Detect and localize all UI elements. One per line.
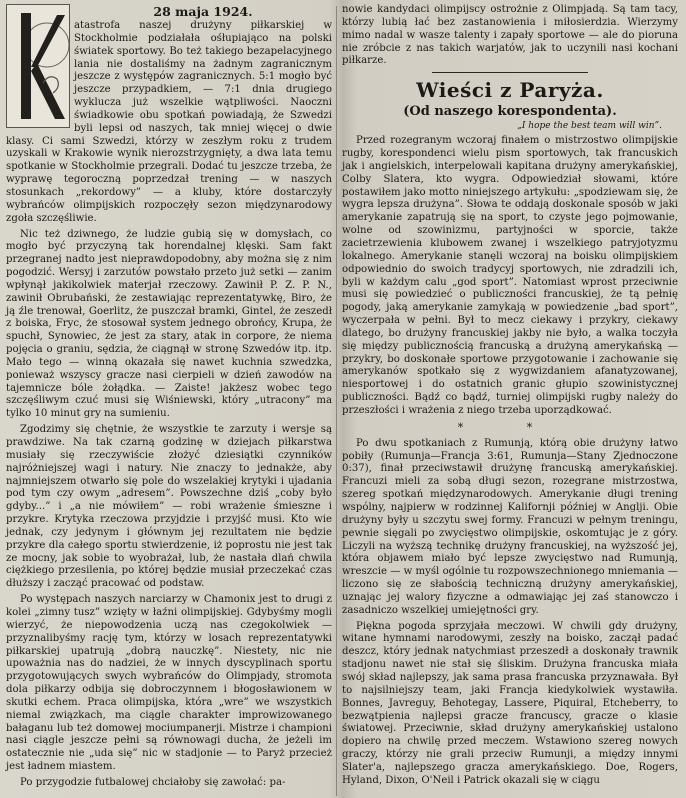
ornamental-k-icon [7, 5, 69, 127]
headline-rule [432, 72, 588, 73]
article-paragraph-3: Zgodzimy się chętnie, że wszystkie te zarzuty i wersje są prawdziwe. Na tak czarną godzinę w dziejach piłkarstwa musiały się rzeczywiście złożyć dziesiątki czynników najróżniejszej wagi i natury. Nie znaczy to jednakże, aby najmniejszem otwarło się pole do wszelakiej krytyki i ujadania pod tym czy owym „adresem”. Powszechne dziś „coby było gdyby...” i „a nie mówiłem” — robi wrażenie śmieszne i przykre. Krytyka rzeczowa przyjdzie i przyjść musi. Kto wie jednak, czy jedynym i głównym jej rezultatem nie będzie przykre dla całego sportu stwierdzenie, iż poprostu nie jest tak ze mocny, jak sobie to wyobrażał, lub, że nastała dlań chwila ciężkiego przesilenia, po której będzie musiał przeczekać czas dłuższy i zacząć pracować od podstaw. [6, 424, 332, 590]
article-paragraph-5: Po przygodzie futbalowej chciałoby się zawołać: pa- [20, 776, 286, 788]
article-motto: „I hope the best team will win”. [517, 121, 662, 132]
article-paragraph-4: Po występach naszych narciarzy w Chamonix jest to drugi z kolei „zimny tusz” wzięty w łaźni olimpijskiej. Gdybyśmy mogli wierzyć, że niepowodzenia uczą nas czegokolwiek — przyznalibyśmy rację tym, którzy w losach reprezentatywki piłkarskiej upatrują „dobrą nauczkę”. Niestety, nic nie upoważnia nas do nadziei, że w innych dyscyplinach sportu przygotowujących swych wybrańców do Olimpjady, stromota dola piłkarzy odbija się dobroczynnem i błogosławionem w skutki echem. Praca olimpijska, która „wre” we wszystkich niemal związkach, ma ciągle charakter improwizowanego bałaganu lub też domowej mociumpanerji. Mistrze i championi nasi ciągle jeszcze pełni są równowagi ducha, że jeżeli im ostatecznie nie „uda się” nic w stadjonie — to Paryż przecież jest ładnem miastem. [6, 594, 332, 773]
section-headline: Wieści z Paryża. [416, 78, 604, 103]
section-separator-stars: * * [457, 420, 563, 434]
continuation-paragraph: nowie kandydaci olimpijscy ostrożnie z Olimpjadą. Są tam tacy, którzy lubią łać bez zastanowienia i miłosierdzia. Wierzymy mimo nadal w wasze talenty i zapały sportowe — ale do pioruna nie zróbcie z nas takich warjatów, jak to uczynili nasi kochani piłkarze. [342, 4, 678, 67]
left-column [6, 4, 332, 793]
section-subheadline: (Od naszego korespondenta). [403, 104, 617, 120]
initial-letter-illustration [6, 4, 70, 128]
article-date: 28 maja 1924. [153, 4, 253, 19]
paris-paragraph-2: Po dwu spotkaniach z Rumunją, którą obie drużyny łatwo pobiły (Rumunja—Francja 3:61, Rumunja—Stany Zjednoczone 0:37), finał przeciwstawił drużynę francuską amerykańskiej. Francuzi mieli za sobą długi sezon, rozegrane mistrzostwa, szereg spotkań międzynarodowych. Amerykanie długi trening wspólny, najpierw w rodzinnej Kalifornji później w Anglji. Obie drużyny były u szczytu swej formy. Francuzi w pełnym treningu, pewnie sięgali po zwycięstwo olimpijskie, oskomtując je z góry. Liczyli na wyższą technikę drużyny francuskiej, na wyższość jej, która objawem miało być lepsze zwycięstwo nad Rumunją, wreszcie — w myśl ogólnie tu rozpowszechnionego mniemania — liczono się ze słabością techniczną drużyny amerykańskiej, uznając jej walory fizyczne a odmawiając jej zaś stanowczo i zasadniczo wszelkiej umiejętności gry. [342, 437, 678, 616]
paris-paragraph-3: Piękna pogoda sprzyjała meczowi. W chwili gdy drużyny, witane hymnami narodowymi, zeszły na boisko, zaczął padać deszcz, który jednak natychmiast przeszedł a doskonały trawnik stadjonu nawet nie stał się śliskim. Drużyna francuska miała swój skład najlepszy, jak sama prasa francuska przyznawała. Był to najsilniejszy team, jaki Francja kiedykolwiek wystawiła. Bonnes, Javreguy, Behotegay, Lassere, Piquiral, Etcheberry, to bezwątpienia najlepsi gracze francuscy, gracze o klasie światowej. Przeciwnie, skład drużyny amerykańskiej ustalono dopiero na chwilę przed meczem. Wstawiono szereg nowych graczy, którzy nie grali przeciw Rumunji, a między innymi Slater'a, najlepszego gracza amerykańskiego. Doe, Rogers, Hyland, Dixon, O'Neil i Patrick okazali się w ciągu [342, 620, 678, 786]
article-paragraph-2: Nic też dziwnego, że ludzie gubią się w domysłach, co mogło być przyczyną tak horendalnej klęski. Sam fakt przegranej nadto jest nieprawdopodobny, aby można się z nim pogodzić. Wersyj i zarzutów powstało przeto już setki — zanim wpłynął jakikolwiek materjał rzeczowy. Zawinił P. Z. P. N., zawinił Obrubański, że zestawiając reprezentatywkę, Biro, że ją źle trenował, Goerlitz, że puszczał bramki, Gintel, że zeszedł z boiska, Fryc, że stosował system jednego obrońcy, Krupa, że spuchł, Synowiec, że jest za stary, atak in corpore, że niema pojęcia o graniu, sędzia, że ciągnął w stronę Szwedów itp. itp. Mało tego — winną okazała się nawet kuchnia szwedzka, ponieważ wszyscy gracze nasi cierpieli w dzień zawodów na tajemnicze bóle żołądka. — Zaiste! jakżesz wobec tego szczęśliwym czuć musi się Wiśniewski, który „utracony” ma tylko 10 minut gry na sumieniu. [6, 228, 332, 420]
right-column [342, 4, 678, 791]
column-divider [336, 6, 337, 796]
paris-paragraph-1: Przed rozegranym wczoraj finałem o mistrzostwo olimpijskie rugby, korespondenci wielu pism sportowych, tak francuskich jak i angielskich, interpelowali kapitana drużyny amerykańskiej, Colby Slatera, kto wygra. Odpowiedział słowami, które postawiłem jako motto niniejszego artykułu: „spodziewam się, że wygra lepsza drużyna”. Słowa te oddają doskonale sposób w jaki amerykanie zapatrują się na sport, to czyste jego pojmowanie, wolne od szowinizmu, partyjności w sporcie, także zacietrzewienia klubowem zwanej i wszelkiego patryjotyzmu lokalnego. Amerykanie stanęli wczoraj na boisku olimpijskiem odpowiednio do swoich tradycyj sportowych, nie zdradzili ich, byli w każdym calu „god sport”. Natomiast wprost przeciwnie musi się powiedzieć o publiczności francuskiej, że tą pełnię pogody, jaką amerykanie zamykają w powiedzenie „bad sport”, wyczerpała w pełni. Był to mecz ciekawy i przykry, ciekawy dlatego, bo drużyny francuskiej jakby nie było, a walka toczyła się między publicznością francuską a drużyną amerykańską — przykry, bo doskonałe sportowe przygotowanie i zachowanie się amerykanów spotkało się z wygwizdaniem afanatyzowanej, niesportowej i do ostatnich granic głupio szowinistycznej publiczności. Bądź co bądź, turniej olimpijski rugby należy do przeszłości i wrażenia z niego trzeba uporządkować. [342, 135, 678, 416]
article-paragraph-1: atastrofa naszej drużyny piłkarskiej w Stockholmie podziałała ośłupiająco na polski światek sportowy. Bo też takiego bezapelacyjnego lania nie dostaliśmy na żadnym zagranicznym jeszcze z występów zagranicznych. 5:1 mogło być jeszcze przypadkiem, — 7:1 dnia drugiego wyklucza już wszelkie wątpliwości. Naoczni świadkowie obu spotkań powiadają, że Szwedzi byli lepsi od naszych, tak mniej więcej o dwie klasy. Ci sami Szwedzi, którzy w zeszłym roku z trudem uzyskali w Krakowie wynik nierozstrzygnięty, a dwa lata temu spotkanie w Stockholmie przegrali. Dodać tu jeszcze trzeba, że wyprawę tegoroczną poprzedzał trening — w naszych stosunkach „rekordowy” — a kluby, które dostarczyły wybrańców olimpijskich rozpoczęły sezon międzynarodowy zgoła szczęśliwie. [6, 20, 332, 224]
